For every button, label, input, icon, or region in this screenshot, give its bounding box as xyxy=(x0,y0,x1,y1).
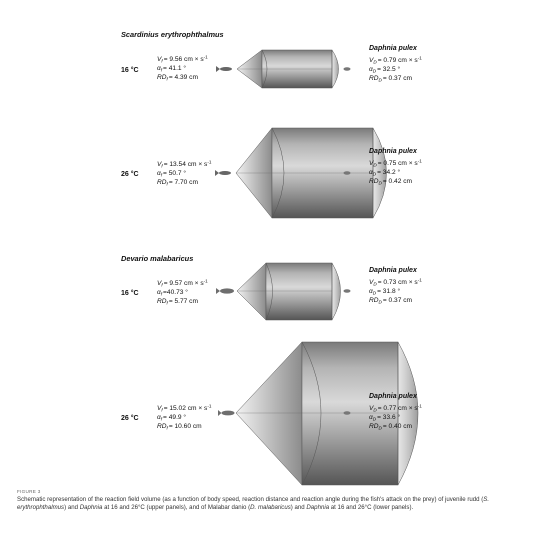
fish-icon xyxy=(218,410,235,416)
species-title-danio: Devario malabaricus xyxy=(121,254,194,263)
svg-text:VD= 0.77 cm × s-1: $V_D= 0.77$ cm × $s^{-1}$ xyxy=(369,403,422,413)
reaction-cap xyxy=(332,263,341,320)
reaction-cone xyxy=(237,263,266,320)
temp-label: 16 °C xyxy=(121,67,139,74)
daphnia-icon xyxy=(344,289,351,292)
prey-params-2 xyxy=(369,148,422,186)
svg-text:RDD= 0.40 cm: $RD_D= 0.40$ cm xyxy=(369,423,412,431)
daphnia-icon xyxy=(344,171,351,174)
svg-text:RDf= 7.70 cm: $RD_f= 7.70$ cm xyxy=(157,179,198,187)
daphnia-icon xyxy=(344,67,351,70)
fish-params-3 xyxy=(157,279,208,306)
svg-text:αf=40.73 °: $\alpha_f=40.73$ ° xyxy=(157,289,188,297)
svg-text:RDD= 0.42 cm: $RD_D= 0.42$ cm xyxy=(369,178,412,186)
svg-text:RDf= 4.39 cm: $RD_f= 4.39$ cm xyxy=(157,74,198,82)
fish-params-2 xyxy=(157,160,212,187)
temp-label: 16 °C xyxy=(121,290,139,297)
figure-label: FIGURE 3 xyxy=(17,489,41,494)
svg-text:αD= 32.5 °: $\alpha_D= 32.5$ ° xyxy=(369,66,401,74)
svg-text:RDD= 0.37 cm: $RD_D= 0.37$ cm xyxy=(369,297,412,305)
fish-icon xyxy=(216,66,232,72)
reaction-cap xyxy=(398,342,418,485)
svg-text:Vf= 9.56 cm × s-1: $V_f= 9.56$ cm × $s^{-1}$ xyxy=(157,54,208,64)
svg-text:αD= 33.6 °: $\alpha_D= 33.6$ ° xyxy=(369,414,401,422)
temp-label: 26 °C xyxy=(121,171,139,178)
daphnia-icon xyxy=(344,411,351,414)
panel-rudd-26 xyxy=(215,128,387,218)
prey-title: Daphnia pulex xyxy=(369,393,417,400)
svg-text:αD= 34.2 °: $\alpha_D= 34.2$ ° xyxy=(369,169,401,177)
svg-text:VD= 0.75 cm × s-1: $V_D= 0.75$ cm × $s^{-1}$ xyxy=(369,158,422,168)
temp-label: 26 °C xyxy=(121,415,139,422)
fish-icon xyxy=(215,170,231,176)
panel-danio-16 xyxy=(216,263,351,320)
svg-text:Vf= 13.54 cm × s-1: $V_f= 13.54$ cm × $s^{-1}$ xyxy=(157,159,212,169)
prey-params-3 xyxy=(369,267,422,305)
reaction-cone xyxy=(236,342,302,485)
reaction-cap xyxy=(332,50,339,88)
caption-text: Schematic representation of the reaction field volume (as a function of body speed, reaction distance and reaction angle during the fish's attack on the prey) of juvenile rudd (S. erythrophthalmus) and Daphnia at 16 and 26°C (upper panels), and of Malabar danio (D. malabaricus) and Daphnia at 16 and 26°C (lower panels). xyxy=(17,496,490,512)
prey-title: Daphnia pulex xyxy=(369,45,417,52)
panel-rudd-16 xyxy=(216,50,351,88)
svg-text:αD= 31.8 °: $\alpha_D= 31.8$ ° xyxy=(369,288,401,296)
svg-text:αf= 49.9 °: $\alpha_f= 49.9$ ° xyxy=(157,414,187,422)
svg-text:αf= 50.7 °: $\alpha_f= 50.7$ ° xyxy=(157,170,187,178)
prey-title: Daphnia pulex xyxy=(369,267,417,274)
fish-params-4 xyxy=(157,404,212,431)
prey-params-1 xyxy=(369,45,422,83)
svg-text:RDf= 5.77 cm: $RD_f= 5.77$ cm xyxy=(157,298,198,306)
svg-text:Vf= 15.02 cm × s-1: $V_f= 15.02$ cm × $s^{-1}$ xyxy=(157,403,212,413)
svg-text:Vf= 9.57 cm × s-1: $V_f= 9.57$ cm × $s^{-1}$ xyxy=(157,278,208,288)
svg-text:RDD= 0.37 cm: $RD_D= 0.37$ cm xyxy=(369,75,412,83)
species-title-rudd: Scardinius erythrophthalmus xyxy=(121,30,224,39)
svg-text:VD= 0.73 cm × s-1: $V_D= 0.73$ cm × $s^{-1}$ xyxy=(369,277,422,287)
fish-icon xyxy=(216,288,234,294)
fish-params-1 xyxy=(157,55,208,82)
svg-text:αf= 41.1 °: $\alpha_f= 41.1$ ° xyxy=(157,65,187,73)
prey-title: Daphnia pulex xyxy=(369,148,417,155)
svg-text:RDf= 10.60 cm: $RD_f= 10.60$ cm xyxy=(157,423,202,431)
reaction-cylinder xyxy=(266,263,332,320)
svg-text:VD= 0.79 cm × s-1: $V_D= 0.79$ cm × $s^{-1}$ xyxy=(369,55,422,65)
figure-caption xyxy=(17,489,539,513)
